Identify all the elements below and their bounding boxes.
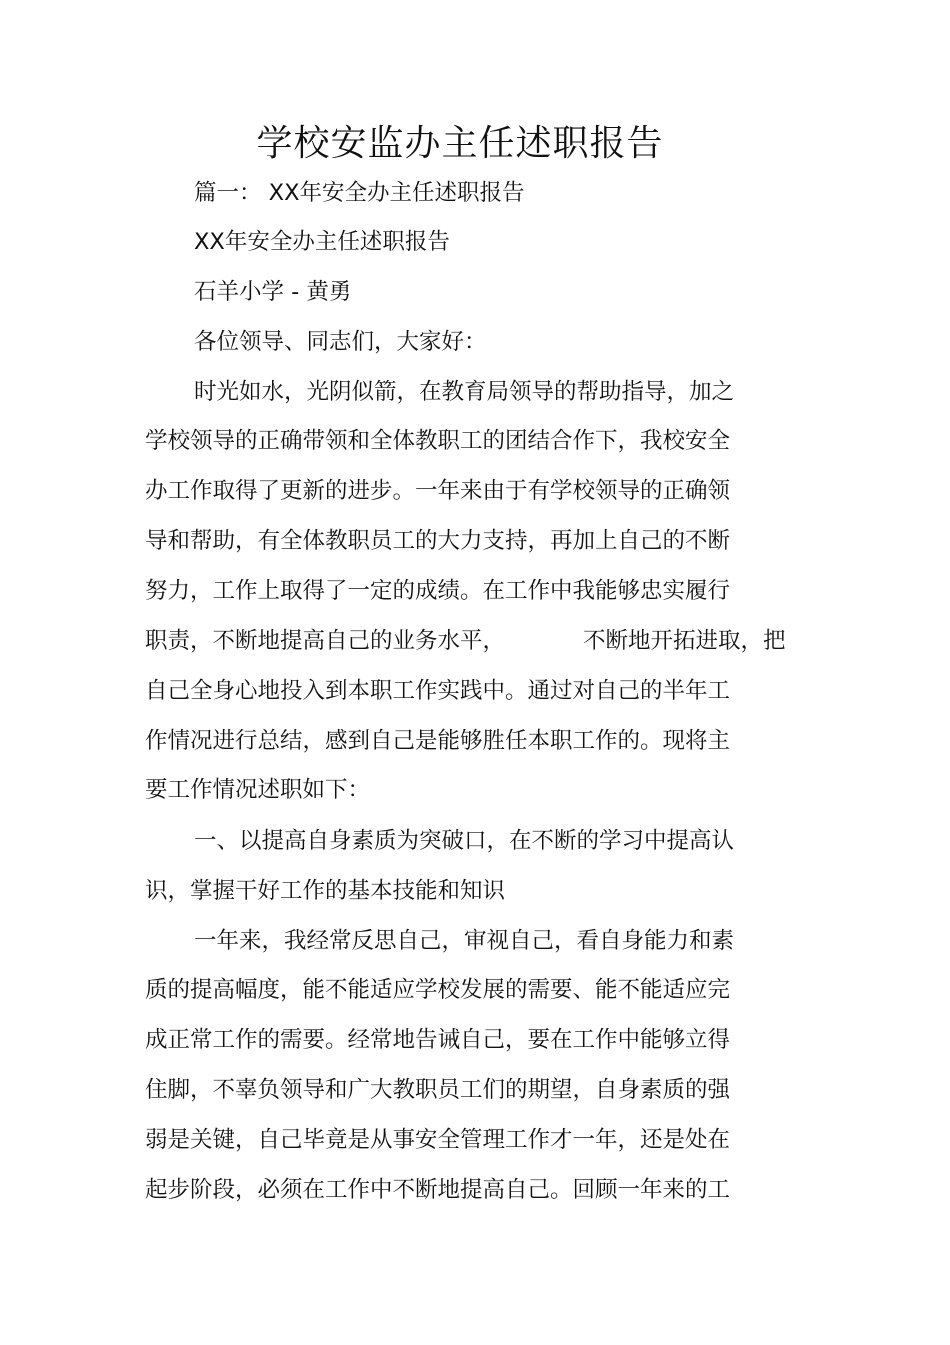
paragraph-line: 成正常工作的需要。经常地告诫自己，要在工作中能够立得 <box>145 1027 731 1053</box>
section-heading: 识，掌握干好工作的基本技能和知识 <box>145 878 506 904</box>
greeting-line: 各位领导、同志们，大家好： <box>194 329 487 355</box>
paragraph-line-part: 不断地开拓进取，把 <box>583 628 786 654</box>
paragraph-line-part: 职责，不断地提高自己的业务水平， <box>145 628 506 654</box>
chapter-heading: 篇一： XX年安全办主任述职报告 <box>194 180 525 206</box>
paragraph-line: 时光如水，光阴似箭，在教育局领导的帮助指导，加之 <box>194 379 735 405</box>
report-heading: XX年安全办主任述职报告 <box>194 229 450 255</box>
paragraph-line: 住脚，不辜负领导和广大教职员工们的期望，自身素质的强 <box>145 1077 731 1103</box>
paragraph-line: 努力，工作上取得了一定的成绩。在工作中我能够忠实履行 <box>145 578 731 604</box>
paragraph-line: 导和帮助，有全体教职员工的大力支持，再加上自己的不断 <box>145 528 731 554</box>
paragraph-line: 办工作取得了更新的进步。一年来由于有学校领导的正确领 <box>145 478 731 504</box>
paragraph-line: 要工作情况述职如下： <box>145 777 371 803</box>
section-heading: 一、以提高自身素质为突破口，在不断的学习中提高认 <box>194 828 735 854</box>
paragraph-line: 自己全身心地投入到本职工作实践中。通过对自己的半年工 <box>145 678 731 704</box>
paragraph-line: 一年来，我经常反思自己，审视自己，看自身能力和素 <box>194 928 735 954</box>
author-line: 石羊小学 - 黄勇 <box>194 279 352 305</box>
paragraph-line: 学校领导的正确带领和全体教职工的团结合作下，我校安全 <box>145 428 731 454</box>
paragraph-line: 质的提高幅度，能不能适应学校发展的需要、能不能适应完 <box>145 977 731 1003</box>
paragraph-line: 弱是关键，自己毕竟是从事安全管理工作才一年，还是处在 <box>145 1127 731 1153</box>
document-title: 学校安监办主任述职报告 <box>256 123 664 164</box>
paragraph-line: 作情况进行总结，感到自己是能够胜任本职工作的。现将主 <box>145 728 731 754</box>
paragraph-line: 起步阶段，必须在工作中不断地提高自己。回顾一年来的工 <box>145 1177 731 1203</box>
paragraph-line <box>145 626 786 656</box>
